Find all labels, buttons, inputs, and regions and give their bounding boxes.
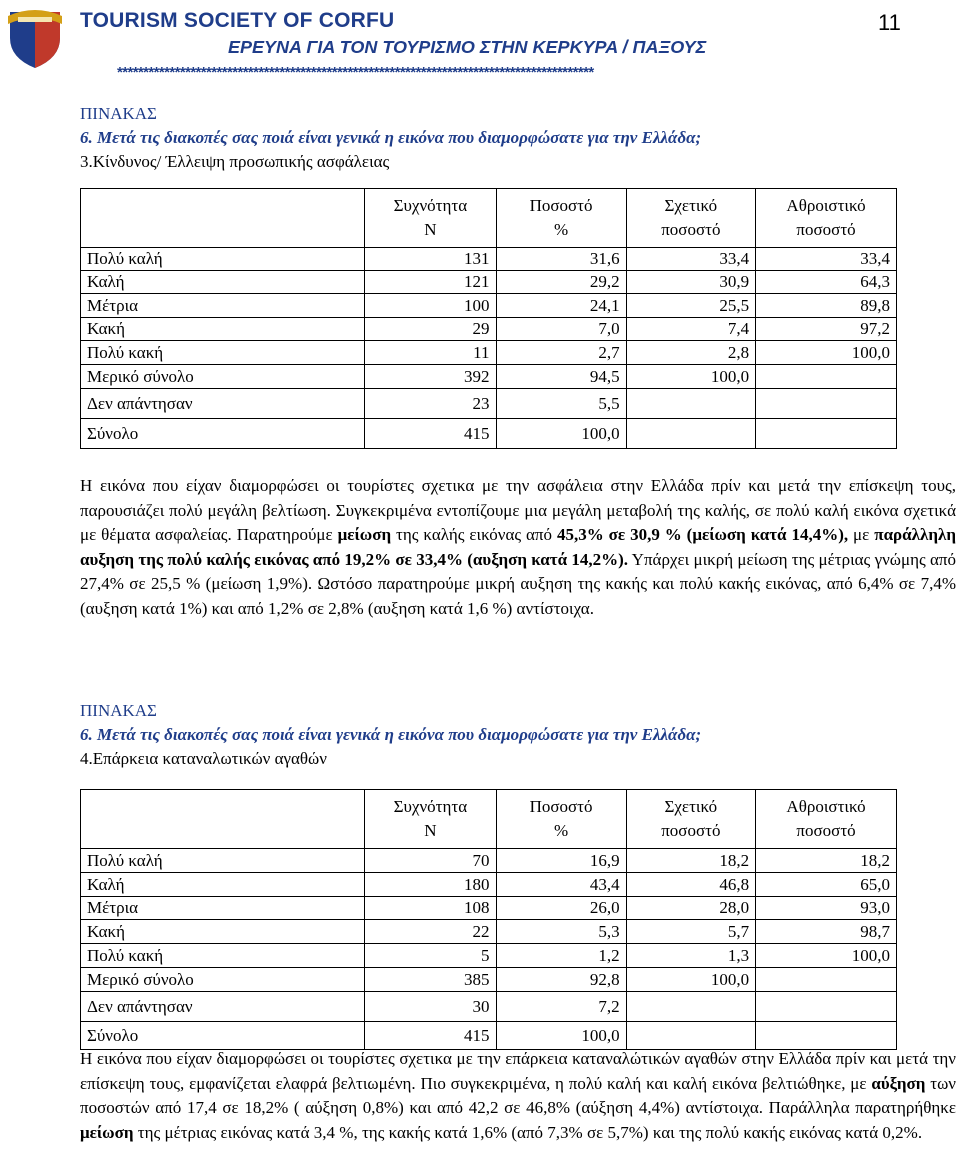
- table-header-corner: [81, 189, 365, 248]
- table-cell: [756, 419, 897, 449]
- row-label: Σύνολο: [81, 419, 365, 449]
- table-cell: [756, 992, 897, 1022]
- table-row: [81, 873, 897, 897]
- table-cell: 11: [365, 341, 496, 365]
- section2-label: ΠΙΝΑΚΑΣ: [80, 701, 157, 720]
- row-label: Μερικό σύνολο: [81, 365, 365, 389]
- table-cell: 98,7: [756, 920, 897, 944]
- table-cell: 7,0: [496, 318, 626, 341]
- table-cell: 89,8: [756, 294, 897, 318]
- table-cell: 46,8: [626, 873, 756, 897]
- header-line-1: Αθροιστικό: [786, 797, 866, 816]
- table-header-cell: [626, 790, 756, 849]
- table-cell: 93,0: [756, 897, 897, 920]
- header-line-1: Σχετικό: [664, 196, 718, 215]
- table-row: [81, 318, 897, 341]
- table-cell: 26,0: [496, 897, 626, 920]
- table-row: [81, 248, 897, 271]
- table-row: [81, 294, 897, 318]
- section2-paragraph: [80, 1047, 956, 1145]
- table-cell: 5,7: [626, 920, 756, 944]
- table-row: [81, 271, 897, 294]
- paragraph-segment: Η εικόνα που είχαν διαμορφώσει οι τουρίστες σχετικα με την επάρκεια καταναλώτικών αγαθών στην Ελλάδα πρίν και μετά την επίσκεψη τους, εμφανίζεται ελαφρά βελτιωμένη. Πιο συγκεκριμένα, η πολύ καλή και καλή εικόνα βελτιώθηκε, με: [80, 1049, 956, 1093]
- table-cell: 16,9: [496, 849, 626, 873]
- row-label: Μέτρια: [81, 294, 365, 318]
- table-cell: 29: [365, 318, 496, 341]
- table-cell: 1,3: [626, 944, 756, 968]
- paragraph-segment: Υπάρχει μικρή μείωση της μέτριας γνώμης από 27,4% σε 25,5 % (μείωση 1,9%). Ωστόσο παρατηρούμε μικρή αυξηση της κακής και πολύ κακής εικόνας, από 6,4% σε 7,4% (αυξηση κατά 1%) και από 1,2% σε 2,8% (αυξηση κατά 1,6 %) αντίστοιχα.: [80, 549, 956, 618]
- header-line-2: %: [553, 821, 569, 840]
- paragraph-segment: Η εικόνα που είχαν διαμορφώσει οι τουρίστες σχετικα με την ασφάλεια στην Ελλάδα πρίν και μετά την επίσκεψη τους, παρουσιάζει πολύ μεγάλη βελτίωση. Συγκεκριμένα εντοπίζουμε μια μεγάλη μεταβολή της καλής, σε πολύ καλή εικόνα σχετικά με θέματα ασφαλείας. Παρατηρούμε: [80, 476, 956, 544]
- row-label: Δεν απάντησαν: [81, 389, 365, 419]
- row-label: Μέτρια: [81, 897, 365, 920]
- table-row: [81, 341, 897, 365]
- table-cell: 5: [365, 944, 496, 968]
- paragraph-segment: της μέτριας εικόνας κατά 3,4 %, της κακής κατά 1,6% (από 7,3% σε 5,7%) και της πολύ κακής εικόνας κατά 0,2%.: [133, 1122, 923, 1142]
- table-cell: 70: [365, 849, 496, 873]
- table-row: [81, 968, 897, 992]
- table-cell: 31,6: [496, 248, 626, 271]
- table-cell: 29,2: [496, 271, 626, 294]
- table-header-cell: [626, 189, 756, 248]
- table-header-cell: [496, 790, 626, 849]
- table-row: [81, 897, 897, 920]
- table-header-row: [81, 189, 897, 248]
- table-cell: 22: [365, 920, 496, 944]
- table-cell: 415: [365, 419, 496, 449]
- table-cell: 7,2: [496, 992, 626, 1022]
- header-line-2: ποσοστό: [661, 220, 721, 239]
- table-cell: [626, 992, 756, 1022]
- table-cell: 108: [365, 897, 496, 920]
- row-label: Πολύ κακή: [81, 944, 365, 968]
- paragraph-segment: μείωση: [80, 1122, 134, 1142]
- section1-label: ΠΙΝΑΚΑΣ: [80, 104, 157, 123]
- table-header-corner: [81, 790, 365, 849]
- table-cell: 94,5: [496, 365, 626, 389]
- header-line-1: Αθροιστικό: [786, 196, 866, 215]
- header-line-1: Ποσοστό: [529, 797, 593, 816]
- row-label: Μερικό σύνολο: [81, 968, 365, 992]
- table-cell: 1,2: [496, 944, 626, 968]
- header-line-1: Συχνότητα: [393, 797, 468, 816]
- table-row: [81, 944, 897, 968]
- paragraph-segment: αύξηση: [871, 1073, 926, 1093]
- organization-name: TOURISM SOCIETY OF CORFU: [80, 9, 395, 32]
- table-cell: 7,4: [626, 318, 756, 341]
- section1-table: [80, 188, 897, 449]
- header-separator: *******************************************************************************************: [117, 64, 594, 81]
- table-cell: [626, 1022, 756, 1050]
- table-row: [81, 389, 897, 419]
- table-cell: [756, 968, 897, 992]
- table-header-cell: [365, 189, 496, 248]
- table-cell: 30,9: [626, 271, 756, 294]
- table-row: [81, 419, 897, 449]
- table-cell: 25,5: [626, 294, 756, 318]
- paragraph-segment: με: [848, 525, 875, 544]
- table-cell: 24,1: [496, 294, 626, 318]
- table-cell: 43,4: [496, 873, 626, 897]
- table-row: [81, 365, 897, 389]
- header-line-2: ποσοστό: [796, 821, 856, 840]
- table-cell: 5,3: [496, 920, 626, 944]
- report-subtitle: ΕΡΕΥΝΑ ΓΙΑ ΤΟΝ ΤΟΥΡΙΣΜΟ ΣΤΗΝ ΚΕΡΚΥΡΑ / ΠΑΞΟΥΣ: [228, 37, 707, 57]
- table-cell: 92,8: [496, 968, 626, 992]
- header-line-2: N: [424, 821, 437, 840]
- section2-item: 4.Επάρκεια καταναλωτικών αγαθών: [80, 749, 327, 768]
- header-line-2: %: [553, 220, 569, 239]
- row-label: Κακή: [81, 318, 365, 341]
- table-cell: 33,4: [626, 248, 756, 271]
- header-line-2: N: [424, 220, 437, 239]
- header-line-1: Συχνότητα: [393, 196, 468, 215]
- header-line-2: ποσοστό: [661, 821, 721, 840]
- table-cell: 97,2: [756, 318, 897, 341]
- table-cell: 121: [365, 271, 496, 294]
- table-cell: [756, 1022, 897, 1050]
- row-label: Σύνολο: [81, 1022, 365, 1050]
- paragraph-segment: των ποσοστών από 17,4 σε 18,2% ( αύξηση 0,8%) και από 42,2 σε 46,8% (αύξηση 4,4%) αντίστοιχα. Παράλληλα παρατηρήθηκε: [80, 1073, 956, 1117]
- table-row: [81, 992, 897, 1022]
- table-cell: 33,4: [756, 248, 897, 271]
- table-cell: 2,7: [496, 341, 626, 365]
- table-cell: 5,5: [496, 389, 626, 419]
- section1-paragraph: [80, 474, 956, 621]
- page-number: 11: [878, 10, 901, 35]
- paragraph-segment: μείωση: [337, 525, 392, 544]
- table-cell: [756, 389, 897, 419]
- row-label: Κακή: [81, 920, 365, 944]
- table-cell: 180: [365, 873, 496, 897]
- table-cell: 23: [365, 389, 496, 419]
- table-cell: 392: [365, 365, 496, 389]
- table-cell: 2,8: [626, 341, 756, 365]
- paragraph-segment: της καλής εικόνας από: [391, 525, 557, 544]
- table-header-cell: [756, 790, 897, 849]
- table-cell: 18,2: [756, 849, 897, 873]
- table-cell: 100,0: [626, 365, 756, 389]
- table-cell: [626, 419, 756, 449]
- row-label: Πολύ κακή: [81, 341, 365, 365]
- row-label: Πολύ καλή: [81, 849, 365, 873]
- table-row: [81, 1022, 897, 1050]
- table-cell: 28,0: [626, 897, 756, 920]
- table-row: [81, 920, 897, 944]
- table-cell: [756, 365, 897, 389]
- table-header-cell: [365, 790, 496, 849]
- table-cell: 100,0: [756, 944, 897, 968]
- table-cell: 100,0: [496, 419, 626, 449]
- table-header-row: [81, 790, 897, 849]
- table-cell: 415: [365, 1022, 496, 1050]
- section2-table: [80, 789, 897, 1050]
- table-cell: 100: [365, 294, 496, 318]
- table-cell: 30: [365, 992, 496, 1022]
- table-header-cell: [756, 189, 897, 248]
- section1-item: 3.Κίνδυνος/ Έλλειψη προσωπικής ασφάλειας: [80, 152, 390, 171]
- section2-question: 6. Μετά τις διακοπές σας ποιά είναι γενικά η εικόνα που διαμορφώσατε για την Ελλάδα;: [80, 725, 702, 744]
- table-cell: 100,0: [626, 968, 756, 992]
- paragraph-segment: 45,3% σε 30,9 % (μείωση κατά 14,4%),: [556, 525, 849, 544]
- row-label: Καλή: [81, 271, 365, 294]
- header-line-2: ποσοστό: [796, 220, 856, 239]
- society-logo: [4, 4, 66, 70]
- table-cell: 100,0: [756, 341, 897, 365]
- section1-heading: [80, 102, 956, 174]
- row-label: Πολύ καλή: [81, 248, 365, 271]
- table-cell: 385: [365, 968, 496, 992]
- table-row: [81, 849, 897, 873]
- paragraph-segment: παράλληλη αυξηση της πολύ καλής εικόνας από 19,2% σε 33,4% (αυξηση κατά 14,2%).: [80, 525, 956, 569]
- header-line-1: Ποσοστό: [529, 196, 593, 215]
- header-line-1: Σχετικό: [664, 797, 718, 816]
- table-header-cell: [496, 189, 626, 248]
- table-cell: 64,3: [756, 271, 897, 294]
- row-label: Καλή: [81, 873, 365, 897]
- table-cell: 18,2: [626, 849, 756, 873]
- row-label: Δεν απάντησαν: [81, 992, 365, 1022]
- table-cell: 100,0: [496, 1022, 626, 1050]
- table-cell: 65,0: [756, 873, 897, 897]
- section1-question: 6. Μετά τις διακοπές σας ποιά είναι γενικά η εικόνα που διαμορφώσατε για την Ελλάδα;: [80, 128, 702, 147]
- table-cell: 131: [365, 248, 496, 271]
- section2-heading: [80, 699, 956, 771]
- table-cell: [626, 389, 756, 419]
